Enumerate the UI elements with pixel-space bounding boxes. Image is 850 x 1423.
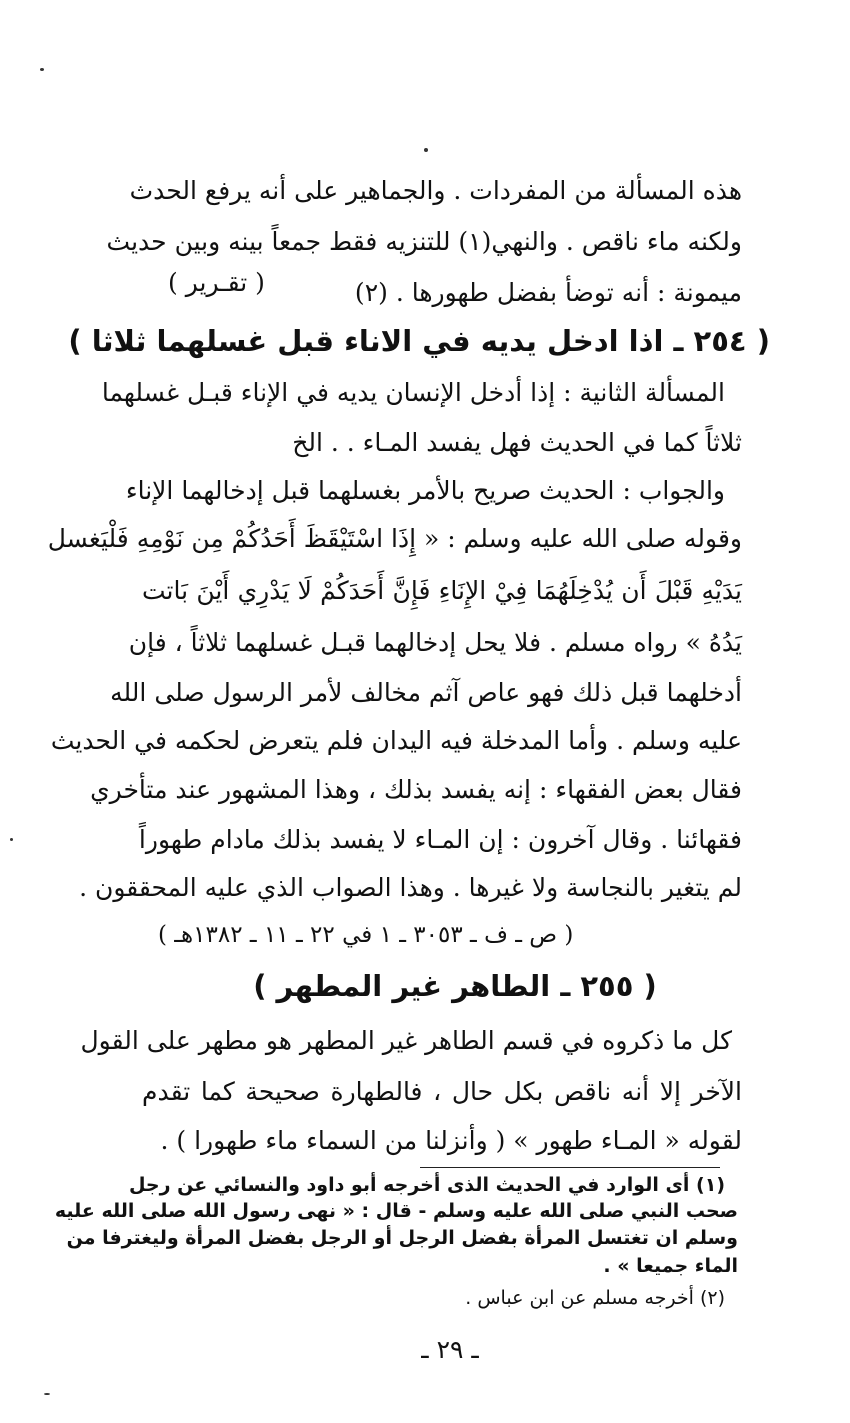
section-255-line-2: الآخر إلا أنه ناقص بكل حال ، فالطهارة صحيحة كما تقدم — [142, 1077, 742, 1106]
section-254-line-10: فقهائنا . وقال آخرون : إن المـاء لا يفسد بذلك مادام طهوراً — [138, 825, 742, 854]
intro-line-2: ولكنه ماء ناقص . والنهي(١) للتنزيه فقط جمعاً بينه وبين حديث — [106, 227, 742, 256]
scan-speck — [44, 1393, 50, 1395]
scan-speck — [424, 148, 428, 152]
footnote-line-4: الماء جميعا » . — [603, 1255, 738, 1277]
section-255-line-3: لقوله « المـاء طهور » ( وأنزلنا من السماء ماء طهورا ) . — [160, 1126, 742, 1155]
scan-speck — [40, 68, 44, 71]
footnote-line-5: (٢) أخرجه مسلم عن ابن عباس . — [465, 1287, 725, 1309]
section-254-line-9: فقال بعض الفقهاء : إنه يفسد بذلك ، وهذا المشهور عند متأخري — [90, 775, 742, 804]
footnote-line-2: صحب النبي صلى الله عليه وسلم - قال : « نهى رسول الله صلى الله عليه — [54, 1200, 738, 1222]
section-254-line-8: عليه وسلم . وأما المدخلة فيه اليدان فلم يتعرض لحكمه في الحديث — [50, 726, 742, 755]
section-254-heading: ( ٢٥٤ ـ اذا ادخل يديه في الاناء قبل غسلهما ثلاثا ) — [68, 324, 770, 358]
section-254-line-5: يَدَيْهِ قَبْلَ أَن يُدْخِلَهُمَا فِيْ الإِنَاءِ فَإِنَّ أَحَدَكُمْ لَا يَدْرِي أَيْنَ بَاتت — [142, 576, 742, 605]
section-254-reference: ( ص ـ ف ـ ٣٠٥٣ ـ ١ في ٢٢ ـ ١١ ـ ١٣٨٢هـ ) — [158, 922, 574, 948]
intro-line-3: ميمونة : أنه توضأ بفضل طهورها . (٢) — [354, 278, 742, 307]
section-254-line-2: ثلاثاً كما في الحديث فهل يفسد المـاء . . الخ — [292, 428, 742, 457]
section-254-line-1: المسألة الثانية : إذا أدخل الإنسان يديه في الإناء قبـل غسلهما — [101, 378, 725, 407]
intro-line-1: هذه المسألة من المفردات . والجماهير على أنه يرفع الحدث — [129, 176, 742, 205]
scan-speck — [10, 838, 13, 841]
section-254-line-4: وقوله صلى الله عليه وسلم : « إِذَا اسْتَيْقَظَ أَحَدُكُمْ مِن نَوْمِهِ فَلْيَغسل — [47, 524, 742, 553]
footnote-line-1: (١) أى الوارد في الحديث الذى أخرجه أبو داود والنسائي عن رجل — [128, 1174, 725, 1196]
footnote-divider — [420, 1167, 720, 1168]
footnote-line-3: وسلم ان تغتسل المرأة بفضل الرجل أو الرجل بفضل المرأة وليغترفا من — [66, 1227, 738, 1249]
section-255-heading: ( ٢٥٥ ـ الطاهر غير المطهر ) — [253, 969, 657, 1003]
section-254-line-11: لم يتغير بالنجاسة ولا غيرها . وهذا الصواب الذي عليه المحققون . — [79, 873, 742, 902]
intro-source-tag: ( تقـرير ) — [168, 268, 265, 297]
page-number: ـ ٢٩ ـ — [421, 1335, 479, 1364]
section-254-line-7: أدخلهما قبل ذلك فهو عاص آثم مخالف لأمر الرسول صلى الله — [110, 678, 742, 707]
section-254-line-3: والجواب : الحديث صريح بالأمر بغسلهما قبل إدخالهما الإناء — [125, 476, 725, 505]
section-255-line-1: كل ما ذكروه في قسم الطاهر غير المطهر هو مطهر على القول — [80, 1026, 732, 1055]
section-254-line-6: يَدُهُ » رواه مسلم . فلا يحل إدخالهما قبـل غسلهما ثلاثاً ، فإن — [128, 628, 742, 657]
